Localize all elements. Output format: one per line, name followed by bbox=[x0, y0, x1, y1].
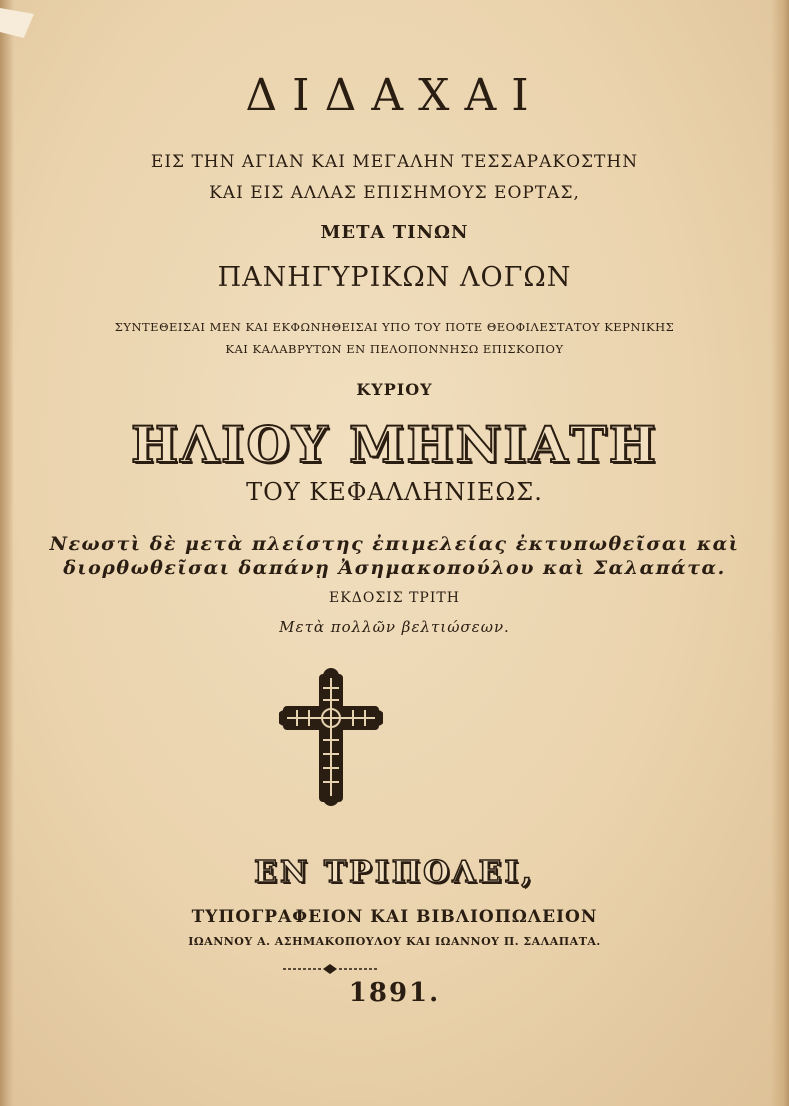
book-title: ΔΙΔΑΧΑΙ bbox=[245, 70, 544, 121]
publication-year: 1891. bbox=[348, 978, 441, 1008]
publication-place: ΕΝ ΤΡΙΠΟΛΕΙ, bbox=[254, 855, 535, 890]
author-name: ΗΛΙΟΥ ΜΗΝΙΑΤΗ bbox=[130, 415, 658, 474]
edition-number: ΕΚΔΟΣΙΣ ΤΡΙΤΗ bbox=[329, 590, 460, 606]
printer-line: ΤΥΠΟΓΡΑΦΕΙΟΝ ΚΑΙ ΒΙΒΛΙΟΠΩΛΕΙΟΝ bbox=[191, 907, 598, 927]
subtitle-line-2: ΚΑΙ ΕΙΣ ΑΛΛΑΣ ΕΠΙΣΗΜΟΥΣ ΕΟΡΤΑΣ, bbox=[209, 183, 580, 203]
subtitle-line-1: ΕΙΣ ΤΗΝ ΑΓΙΑΝ ΚΑΙ ΜΕΓΑΛΗΝ ΤΕΣΣΑΡΑΚΟΣΤΗΝ bbox=[150, 152, 639, 172]
ornamental-cross-icon bbox=[279, 668, 383, 808]
printer-names: ΙΩΑΝΝΟΥ Α. ΑΣΗΜΑΚΟΠΟΥΛΟΥ ΚΑΙ ΙΩΑΝΝΟΥ Π. ΣΑΛΑΠΑΤΑ. bbox=[188, 935, 601, 948]
panegyrikon-line: ΠΑΝΗΓΥΡΙΚΩΝ ΛΟΓΩΝ bbox=[217, 262, 572, 293]
author-origin: ΤΟΥ ΚΕΦΑΛΛΗΝΙΕΩΣ. bbox=[246, 478, 543, 506]
ornament-divider-icon bbox=[283, 964, 377, 974]
meta-tinon-line: ΜΕΤΑ ΤΙΝΩΝ bbox=[320, 222, 469, 243]
author-description-line-1: ΣΥΝΤΕΘΕΙΣΑΙ ΜΕΝ ΚΑΙ ΕΚΦΩΝΗΘΕΙΣΑΙ ΥΠΟ ΤΟΥ ΠΟΤΕ ΘΕΟΦΙΛΕΣΤΑΤΟΥ ΚΕΡΝΙΚΗΣ bbox=[114, 320, 675, 334]
author-description-line-2: ΚΑΙ ΚΑΛΑΒΡΥΤΩΝ ΕΝ ΠΕΛΟΠΟΝΝΗΣΩ ΕΠΙΣΚΟΠΟΥ bbox=[225, 342, 564, 356]
edition-note-line-2: διορθωθεῖσαι δαπάνῃ Ἀσημακοπούλου καὶ Σαλαπάτα. bbox=[63, 557, 726, 579]
kyriou-line: ΚΥΡΙΟΥ bbox=[356, 380, 433, 399]
edition-note-line-1: Νεωστὶ δὲ μετὰ πλείστης ἐπιμελείας ἐκτυπωθεῖσαι καὶ bbox=[49, 533, 740, 555]
improvements-line: Μετὰ πολλῶν βελτιώσεων. bbox=[279, 618, 510, 636]
